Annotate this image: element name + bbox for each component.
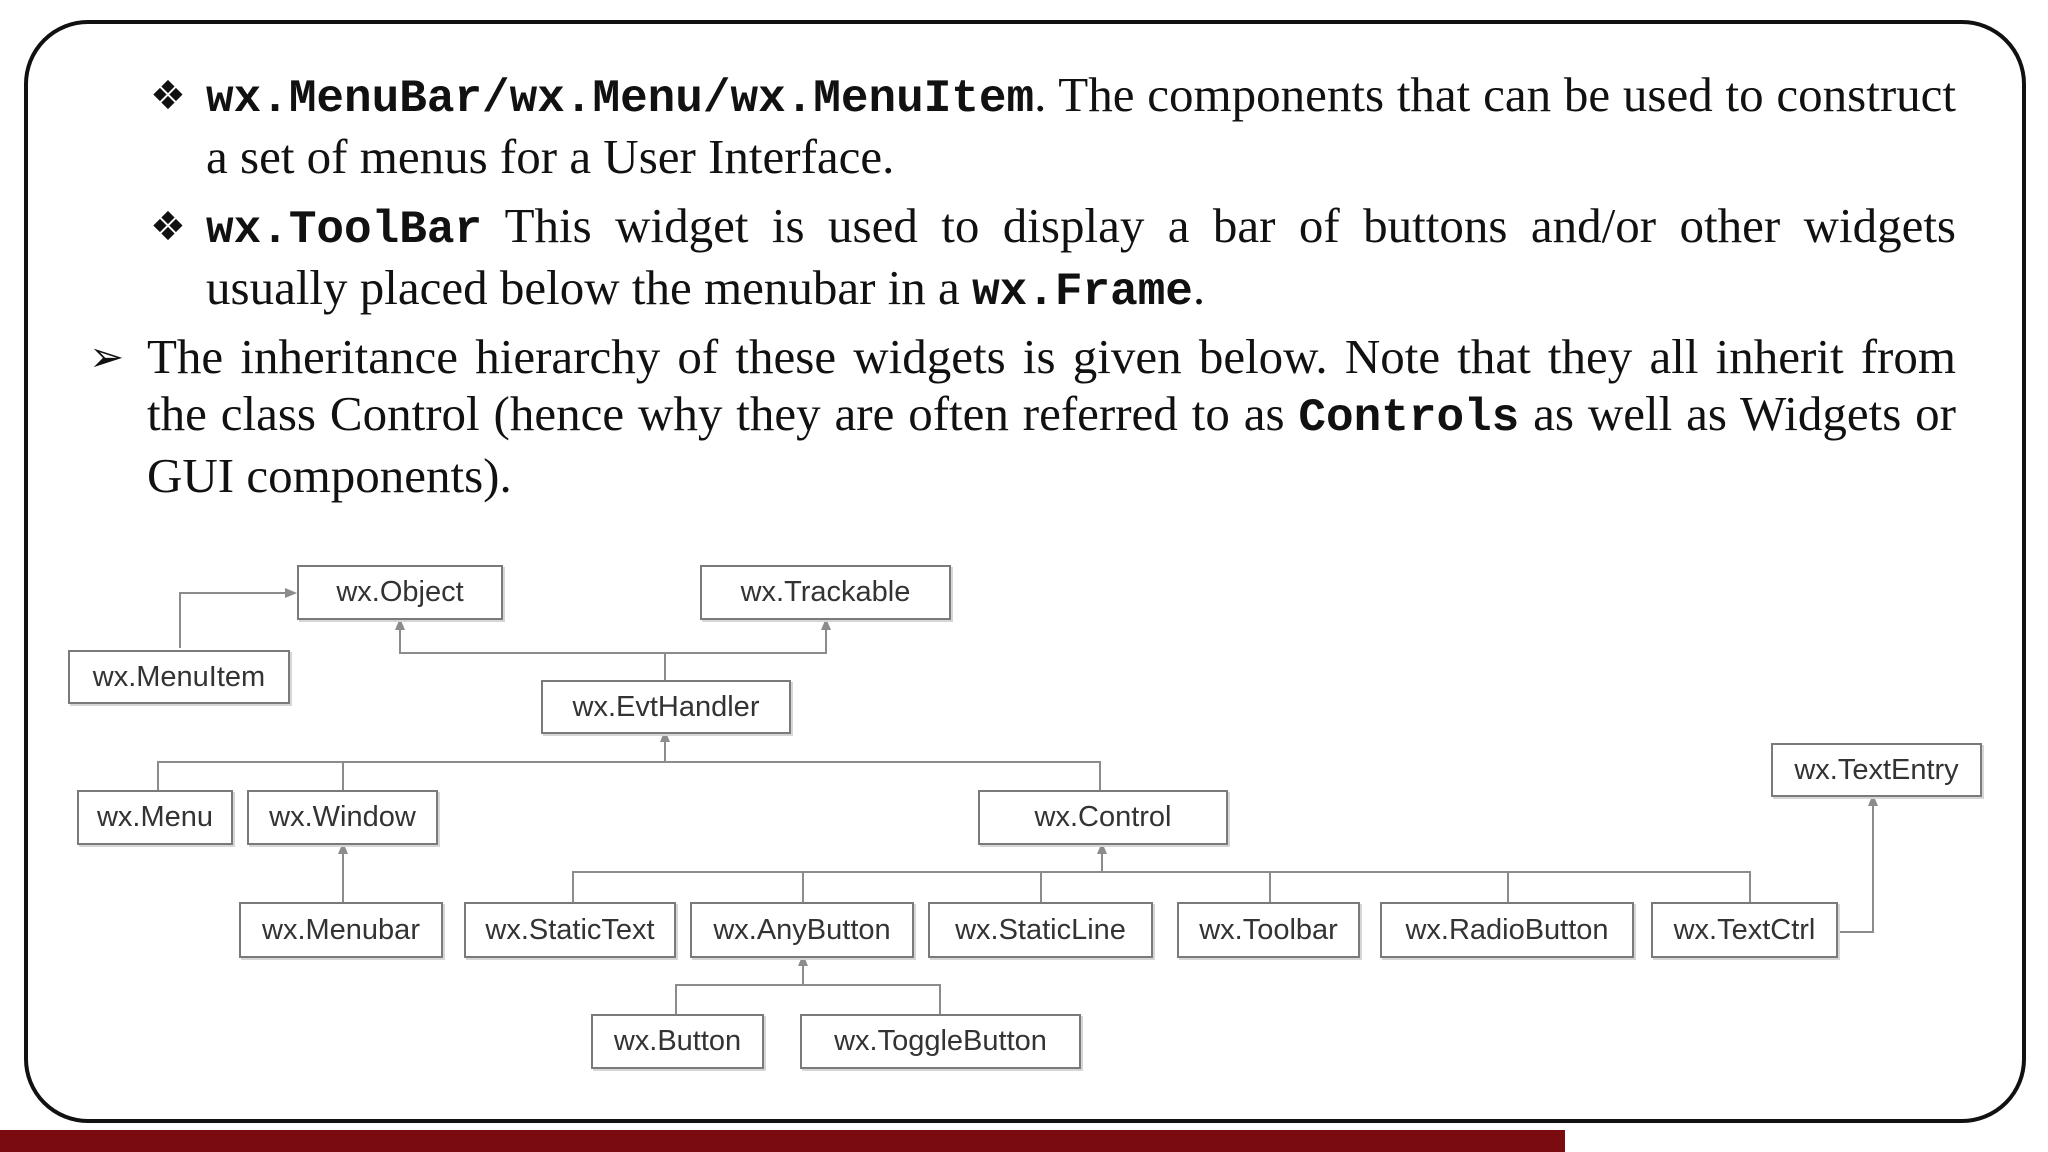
main-point-text-end: as well as Widgets or GUI components). <box>147 386 1956 503</box>
node-staticline: wx.StaticLine <box>928 902 1153 958</box>
edge-buttons-bus <box>676 985 940 1014</box>
node-trackable: wx.Trackable <box>700 565 951 620</box>
edge-level2-bus <box>158 762 1100 790</box>
edge-control-bus <box>573 872 1750 902</box>
main-point-text: The inheritance hierarchy of these widgets is given below. Note that they all inherit from the class Control (hence why they are often referred to as <box>147 329 1956 441</box>
node-anybutton: wx.AnyButton <box>690 902 914 958</box>
node-statictext: wx.StaticText <box>464 902 676 958</box>
arrowhead-object-left <box>285 588 297 598</box>
node-evthandler: wx.EvtHandler <box>541 680 791 734</box>
node-window: wx.Window <box>247 790 438 845</box>
diamond-bullet-icon: ❖ <box>150 204 186 250</box>
node-radiobutton: wx.RadioButton <box>1380 902 1634 958</box>
footer-accent-bar <box>0 1130 1565 1152</box>
bullet-toolbar-text: This widget is used to display a bar of buttons and/or other widgets usually placed below the menubar in a <box>206 198 1956 315</box>
node-object: wx.Object <box>297 565 503 620</box>
edge-evthandler-parents <box>400 622 665 680</box>
node-textctrl: wx.TextCtrl <box>1651 902 1838 958</box>
arrow-bullet-icon: ➢ <box>89 332 125 381</box>
node-menuitem: wx.MenuItem <box>68 650 290 704</box>
bullet-toolbar-end: . <box>1192 260 1206 315</box>
bullet-menubar-text: . The components that can be used to construct a set of menus for a User Interface. <box>206 67 1956 184</box>
node-togglebutton: wx.ToggleButton <box>800 1014 1081 1069</box>
edge-menuitem-object <box>180 593 287 648</box>
code-menubar-classes: wx.MenuBar/wx.Menu/wx.MenuItem <box>206 73 1035 125</box>
edge-evthandler-trackable <box>665 622 826 653</box>
node-control: wx.Control <box>978 790 1228 845</box>
node-button: wx.Button <box>591 1014 764 1069</box>
code-controls: Controls <box>1298 392 1520 444</box>
diamond-bullet-icon: ❖ <box>150 73 186 119</box>
code-toolbar: wx.ToolBar <box>206 204 483 256</box>
node-menu: wx.Menu <box>77 790 233 845</box>
edge-textctrl-textentry <box>1838 798 1873 932</box>
code-frame: wx.Frame <box>972 266 1193 318</box>
node-toolbar: wx.Toolbar <box>1177 902 1360 958</box>
node-textentry: wx.TextEntry <box>1771 743 1982 797</box>
node-menubar: wx.Menubar <box>239 902 443 958</box>
